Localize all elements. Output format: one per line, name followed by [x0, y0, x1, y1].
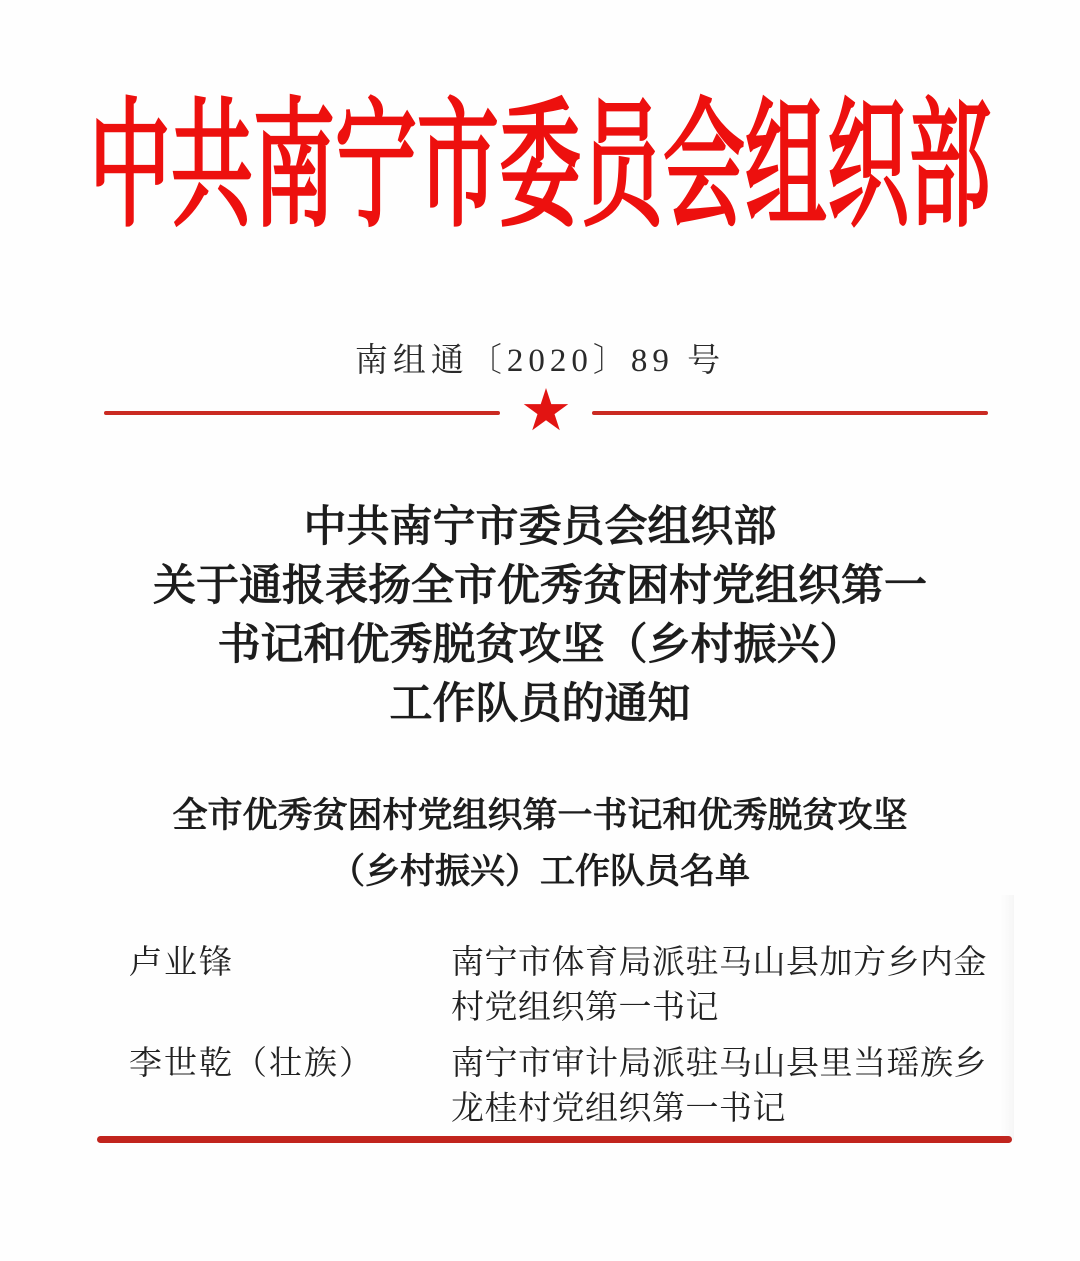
- roster-list: [129, 941, 996, 1143]
- notice-title-line-3: 书记和优秀脱贫攻坚（乡村振兴）: [217, 622, 863, 669]
- divider-line-right: [592, 411, 988, 415]
- divider-line-left: [104, 411, 500, 415]
- awardee-name: 卢业锋: [129, 945, 234, 981]
- page-edge-shadow: [1000, 895, 1014, 1140]
- star-icon: ★: [520, 376, 572, 444]
- issuer-masthead: 中共南宁市委员会组织部: [88, 89, 991, 245]
- roster-heading-line-2: （乡村振兴）工作队员名单: [329, 852, 750, 891]
- roster-row: [129, 941, 996, 1031]
- notice-title: [0, 498, 1080, 734]
- bottom-rule: [97, 1136, 1012, 1143]
- roster-row: [129, 1042, 996, 1132]
- roster-heading: [0, 788, 1080, 900]
- roster-heading-line-1: 全市优秀贫困村党组织第一书记和优秀脱贫攻坚: [172, 796, 908, 835]
- awardee-position: 南宁市体育局派驻马山县加方乡内金村党组织第一书记: [451, 945, 987, 1026]
- awardee-name: 李世乾（壮族）: [129, 1046, 374, 1082]
- notice-title-line-4: 工作队员的通知: [389, 681, 691, 728]
- doc-number: 南组通〔2020〕89 号: [354, 343, 726, 379]
- awardee-position: 南宁市审计局派驻马山县里当瑶族乡龙桂村党组织第一书记: [451, 1046, 987, 1127]
- notice-title-line-1: 中共南宁市委员会组织部: [303, 504, 777, 551]
- notice-title-line-2: 关于通报表扬全市优秀贫困村党组织第一: [153, 563, 927, 610]
- header-divider: [104, 376, 988, 444]
